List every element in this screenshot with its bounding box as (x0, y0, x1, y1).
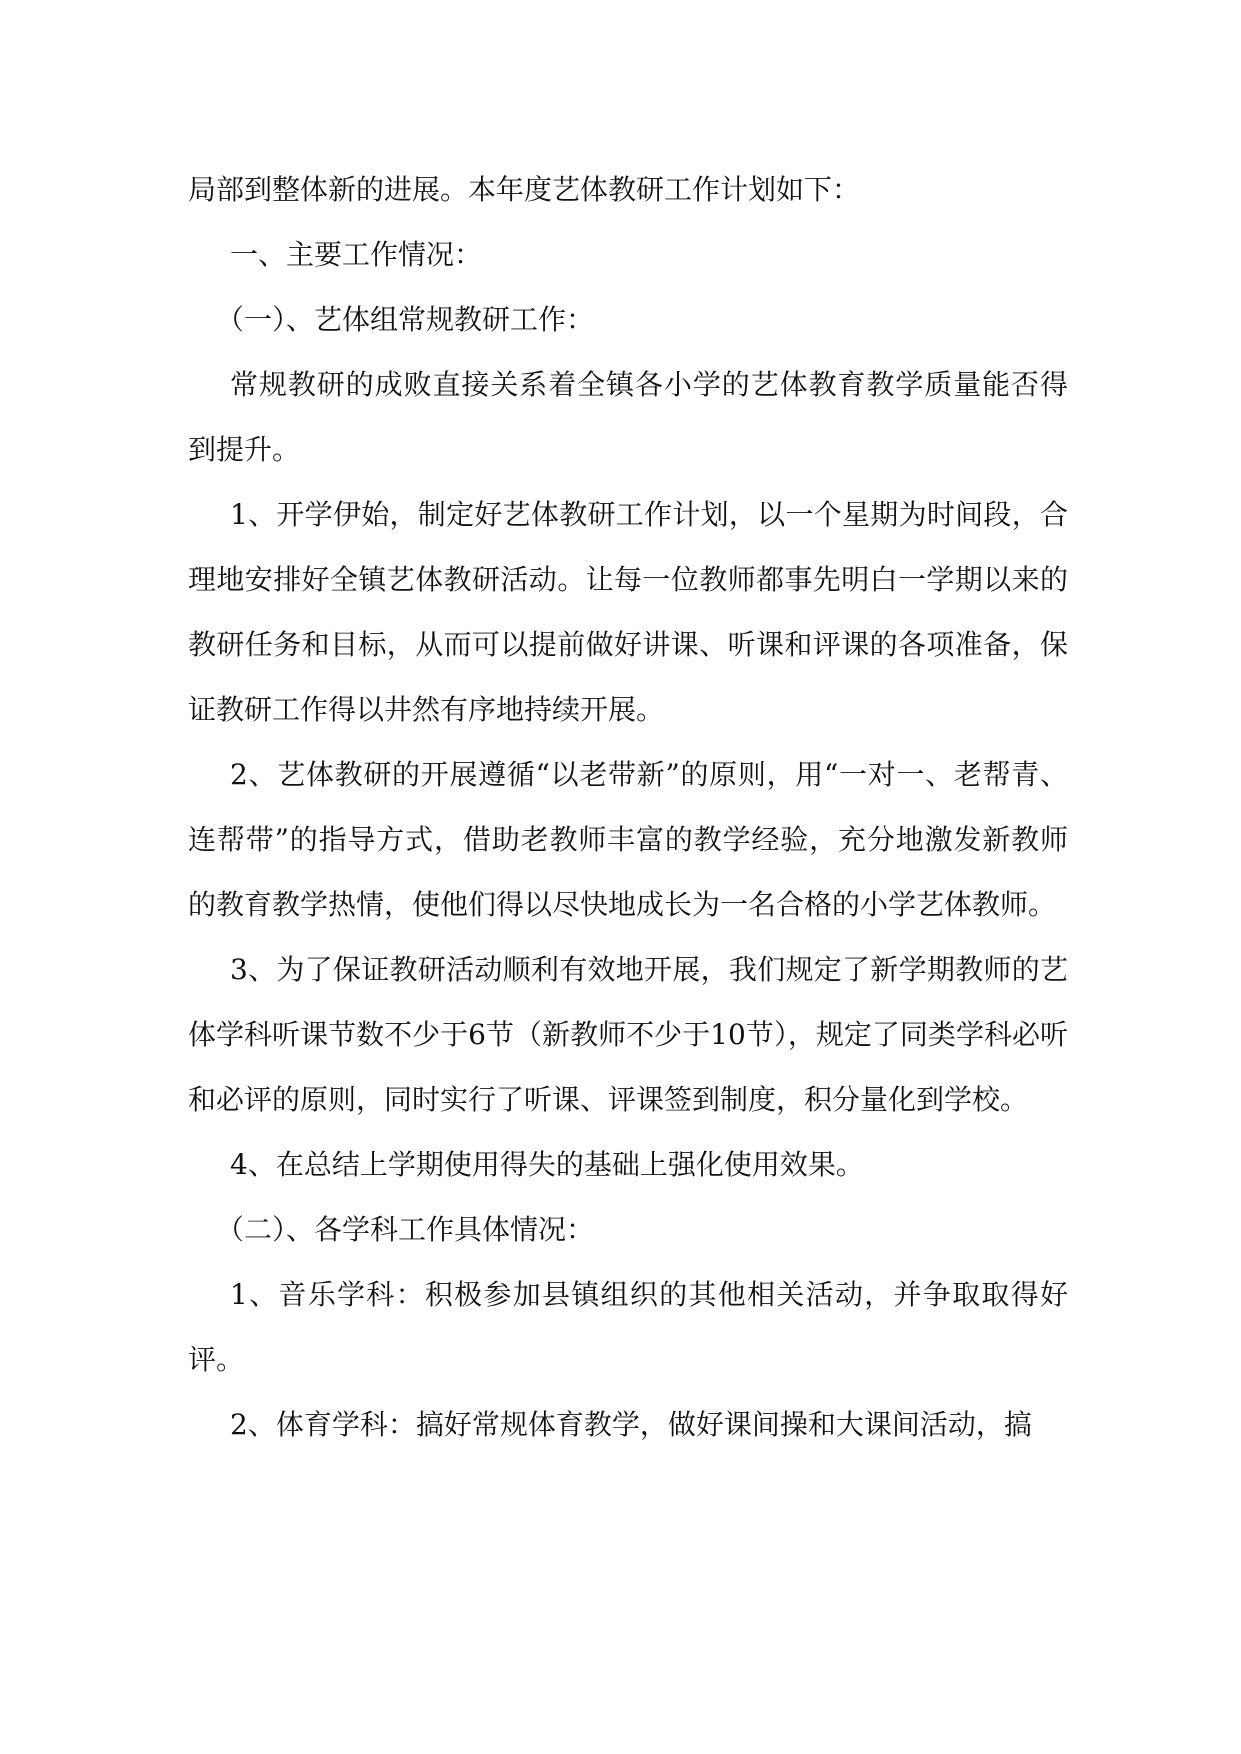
subsection-heading-routine-research: （一）、艺体组常规教研工作： (216, 303, 595, 336)
paragraph-music: 1、音乐学科：积极参加县镇组织的其他相关活动，并争取取得好评。 (188, 1278, 1068, 1376)
paragraph-item-3: 3、为了保证教研活动顺利有效地开展，我们规定了新学期教师的艺体学科听课节数不少于6节（新教师不少于10节），规定了同类学科必听和必评的原则，同时实行了听课、评课签到制度，积分量化到学校。 (188, 953, 1068, 1116)
paragraph-item-2: 2、艺体教研的开展遵循“以老带新”的原则，用“一对一、老帮青、连帮带”的指导方式，借助老教师丰富的教学经验，充分地激发新教师的教育教学热情，使他们得以尽快地成长为一名合格的小学艺体教师。 (188, 758, 1068, 921)
paragraph-item-1: 1、开学伊始，制定好艺体教研工作计划，以一个星期为时间段，合理地安排好全镇艺体教研活动。让每一位教师都事先明白一学期以来的教研任务和目标，从而可以提前做好讲课、听课和评课的各项准备，保证教研工作得以井然有序地持续开展。 (188, 498, 1068, 726)
paragraph-routine-research: 常规教研的成败直接关系着全镇各小学的艺体教育教学质量能否得到提升。 (188, 368, 1068, 466)
paragraph-item-4: 4、在总结上学期使用得失的基础上强化使用效果。 (230, 1148, 864, 1181)
document-body (188, 157, 1068, 1457)
subsection-heading-subjects: （二）、各学科工作具体情况： (216, 1213, 595, 1246)
paragraph-continuation: 局部到整体新的进展。本年度艺体教研工作计划如下： (188, 173, 861, 206)
section-heading-main-work: 一、主要工作情况： (230, 238, 483, 271)
paragraph-pe: 2、体育学科：搞好常规体育教学，做好课间操和大课间活动，搞 (230, 1408, 1032, 1441)
